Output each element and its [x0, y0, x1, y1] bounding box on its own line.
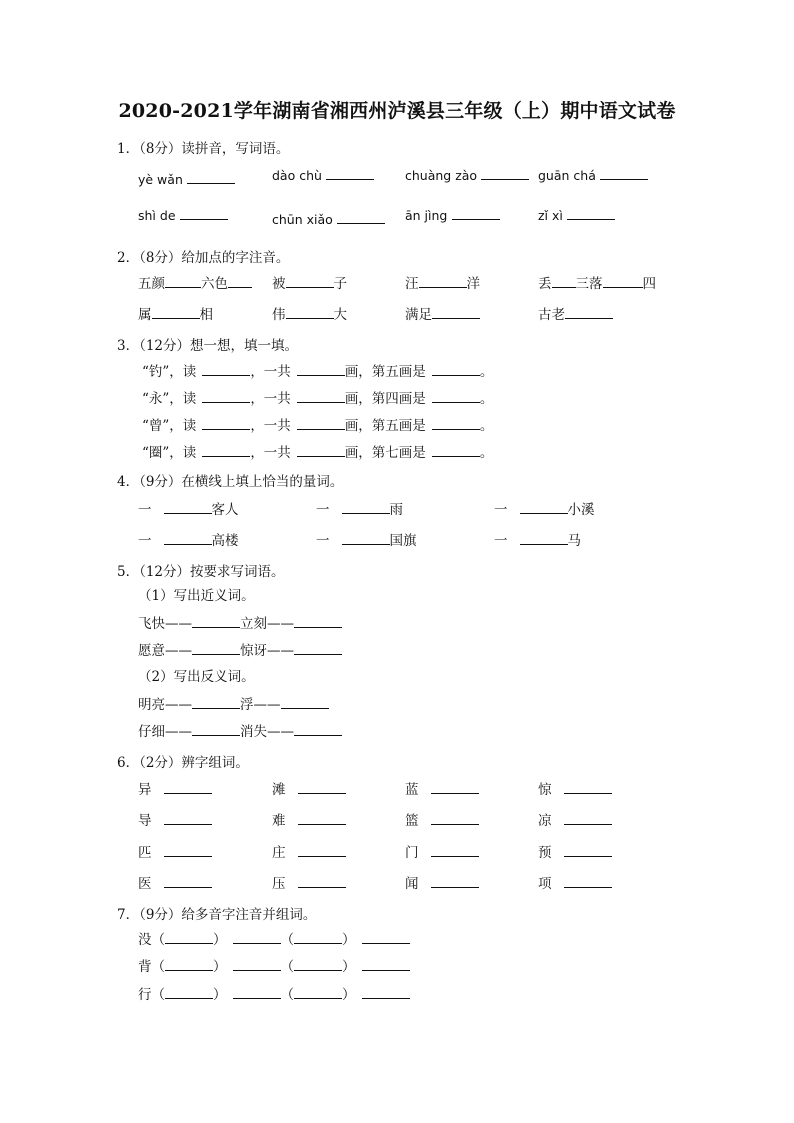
subquestion-label: （2）写出反义词。: [138, 669, 255, 685]
answer-blank[interactable]: [432, 362, 480, 376]
answer-blank[interactable]: [294, 614, 342, 628]
measure-word-item: 一 小溪: [494, 502, 595, 518]
question-5-header: 5．（12分）按要求写词语。: [117, 564, 285, 580]
char-item: 篮: [405, 811, 479, 830]
answer-blank[interactable]: [164, 874, 212, 888]
answer-blank[interactable]: [431, 811, 479, 825]
answer-blank[interactable]: [294, 930, 342, 944]
answer-blank[interactable]: [294, 641, 342, 655]
char-item: 预: [538, 843, 612, 862]
pinyin: chuàng zào: [405, 168, 478, 183]
answer-blank[interactable]: [165, 274, 201, 288]
answer-blank[interactable]: [564, 843, 612, 857]
document-title: 2020-2021学年湖南省湘西州泸溪县三年级（上）期中语文试卷: [118, 100, 676, 122]
phonetic-item: 属 相: [138, 307, 213, 323]
answer-blank[interactable]: [298, 780, 346, 794]
answer-blank[interactable]: [342, 531, 390, 545]
measure-word-item: 一 国旗: [316, 533, 417, 549]
answer-blank[interactable]: [567, 206, 615, 220]
answer-blank[interactable]: [165, 930, 213, 944]
answer-blank[interactable]: [565, 305, 613, 319]
answer-blank[interactable]: [297, 389, 345, 403]
answer-blank[interactable]: [362, 957, 410, 971]
answer-blank[interactable]: [552, 274, 576, 288]
answer-blank[interactable]: [432, 389, 480, 403]
answer-blank[interactable]: [164, 811, 212, 825]
answer-blank[interactable]: [294, 985, 342, 999]
answer-blank[interactable]: [432, 443, 480, 457]
answer-blank[interactable]: [281, 695, 329, 709]
phonetic-item: 古老: [538, 305, 613, 324]
answer-blank[interactable]: [228, 274, 252, 288]
pinyin-item: [405, 166, 529, 185]
answer-blank[interactable]: [192, 695, 240, 709]
char-item: 异: [138, 780, 212, 799]
pinyin-item: [538, 206, 615, 225]
char-item: 滩: [272, 780, 346, 799]
question-3-header: 3．（12分）想一想，填一填。: [117, 338, 299, 354]
pinyin-item: [272, 210, 385, 229]
answer-blank[interactable]: [431, 780, 479, 794]
answer-blank[interactable]: [165, 957, 213, 971]
pinyin-item: [272, 166, 374, 185]
answer-blank[interactable]: [432, 416, 480, 430]
answer-blank[interactable]: [164, 780, 212, 794]
answer-blank[interactable]: [564, 780, 612, 794]
answer-blank[interactable]: [233, 985, 281, 999]
answer-blank[interactable]: [481, 166, 529, 180]
answer-blank[interactable]: [192, 614, 240, 628]
answer-blank[interactable]: [286, 305, 334, 319]
answer-blank[interactable]: [294, 722, 342, 736]
phonetic-item: 丢 三落 四: [538, 276, 656, 292]
answer-blank[interactable]: [326, 166, 374, 180]
answer-blank[interactable]: [298, 874, 346, 888]
pinyin-item: [138, 170, 235, 189]
answer-blank[interactable]: [432, 305, 480, 319]
answer-blank[interactable]: [294, 957, 342, 971]
stroke-line: “圈”，读 ，一共 画，第七画是 。: [142, 445, 494, 461]
char-item: 凉: [538, 811, 612, 830]
phonetic-item: 被 子: [272, 276, 347, 292]
synonym-row: 愿意—— 惊讶——: [138, 641, 342, 660]
char-item: 蓝: [405, 780, 479, 799]
pinyin-item: [405, 206, 500, 225]
subquestion-label: （1）写出近义词。: [138, 588, 255, 604]
answer-blank[interactable]: [164, 531, 212, 545]
answer-blank[interactable]: [362, 985, 410, 999]
answer-blank[interactable]: [342, 500, 390, 514]
question-2-header: 2．（8分）给加点的字注音。: [117, 250, 290, 266]
pinyin: guān chá: [538, 168, 596, 183]
answer-blank[interactable]: [520, 500, 568, 514]
answer-blank[interactable]: [431, 843, 479, 857]
char-item: 门: [405, 843, 479, 862]
char-item: 项: [538, 874, 612, 893]
char-item: 压: [272, 874, 346, 893]
pinyin: zǐ xì: [538, 208, 563, 223]
polyphone-row: 行（ ） （ ）: [138, 985, 410, 1004]
pinyin: shì de: [138, 208, 176, 223]
answer-blank[interactable]: [164, 500, 212, 514]
answer-blank[interactable]: [600, 166, 648, 180]
measure-word-item: 一 高楼: [138, 533, 239, 549]
pinyin: chūn xiǎo: [272, 212, 333, 227]
answer-blank[interactable]: [233, 930, 281, 944]
polyphone-row: 没（ ） （ ）: [138, 930, 410, 949]
answer-blank[interactable]: [452, 206, 500, 220]
answer-blank[interactable]: [164, 843, 212, 857]
answer-blank[interactable]: [165, 985, 213, 999]
measure-word-item: 一 马: [494, 533, 581, 549]
answer-blank[interactable]: [180, 206, 228, 220]
answer-blank[interactable]: [564, 874, 612, 888]
antonym-row: 仔细—— 消失——: [138, 722, 342, 741]
answer-blank[interactable]: [202, 389, 250, 403]
char-item: 匹: [138, 843, 212, 862]
char-item: 惊: [538, 780, 612, 799]
answer-blank[interactable]: [192, 641, 240, 655]
phonetic-item: 满足: [405, 305, 480, 324]
answer-blank[interactable]: [233, 957, 281, 971]
answer-blank[interactable]: [337, 210, 385, 224]
answer-blank[interactable]: [187, 170, 235, 184]
pinyin: ān jìng: [405, 208, 448, 223]
question-6-header: 6．（2分）辨字组词。: [117, 755, 249, 771]
phonetic-item: 汪 洋: [405, 276, 480, 292]
antonym-row: 明亮—— 浮——: [138, 695, 329, 714]
answer-blank[interactable]: [202, 362, 250, 376]
pinyin-item: [138, 206, 228, 225]
answer-blank[interactable]: [202, 443, 250, 457]
answer-blank[interactable]: [298, 811, 346, 825]
answer-blank[interactable]: [286, 274, 334, 288]
char-item: 闻: [405, 874, 479, 893]
char-item: 庄: [272, 843, 346, 862]
answer-blank[interactable]: [362, 930, 410, 944]
answer-blank[interactable]: [152, 305, 200, 319]
answer-blank[interactable]: [297, 416, 345, 430]
char-item: 难: [272, 811, 346, 830]
answer-blank[interactable]: [192, 722, 240, 736]
measure-word-item: 一 雨: [316, 502, 403, 518]
answer-blank[interactable]: [298, 843, 346, 857]
phonetic-item: 伟 大: [272, 307, 347, 323]
question-4-header: 4．（9分）在横线上填上恰当的量词。: [117, 474, 344, 490]
stroke-line: “曾”，读 ，一共 画，第五画是 。: [142, 418, 494, 434]
char-item: 导: [138, 811, 212, 830]
answer-blank[interactable]: [297, 362, 345, 376]
pinyin: yè wǎn: [138, 172, 183, 187]
answer-blank[interactable]: [564, 811, 612, 825]
stroke-line: “钓”，读 ，一共 画，第五画是 。: [142, 364, 494, 380]
answer-blank[interactable]: [297, 443, 345, 457]
measure-word-item: 一 客人: [138, 502, 239, 518]
char-item: 医: [138, 874, 212, 893]
pinyin-item: [538, 166, 648, 185]
answer-blank[interactable]: [419, 274, 467, 288]
answer-blank[interactable]: [431, 874, 479, 888]
answer-blank[interactable]: [520, 531, 568, 545]
stroke-line: “永”，读 ，一共 画，第四画是 。: [142, 391, 494, 407]
synonym-row: 飞快—— 立刻——: [138, 614, 342, 633]
answer-blank[interactable]: [603, 274, 643, 288]
pinyin: dào chù: [272, 168, 322, 183]
polyphone-row: 背（ ） （ ）: [138, 957, 410, 976]
question-1-header: 1．（8分）读拼音，写词语。: [117, 141, 290, 157]
question-7-header: 7．（9分）给多音字注音并组词。: [117, 907, 317, 923]
answer-blank[interactable]: [202, 416, 250, 430]
phonetic-item: 五颜 六色: [138, 274, 252, 293]
